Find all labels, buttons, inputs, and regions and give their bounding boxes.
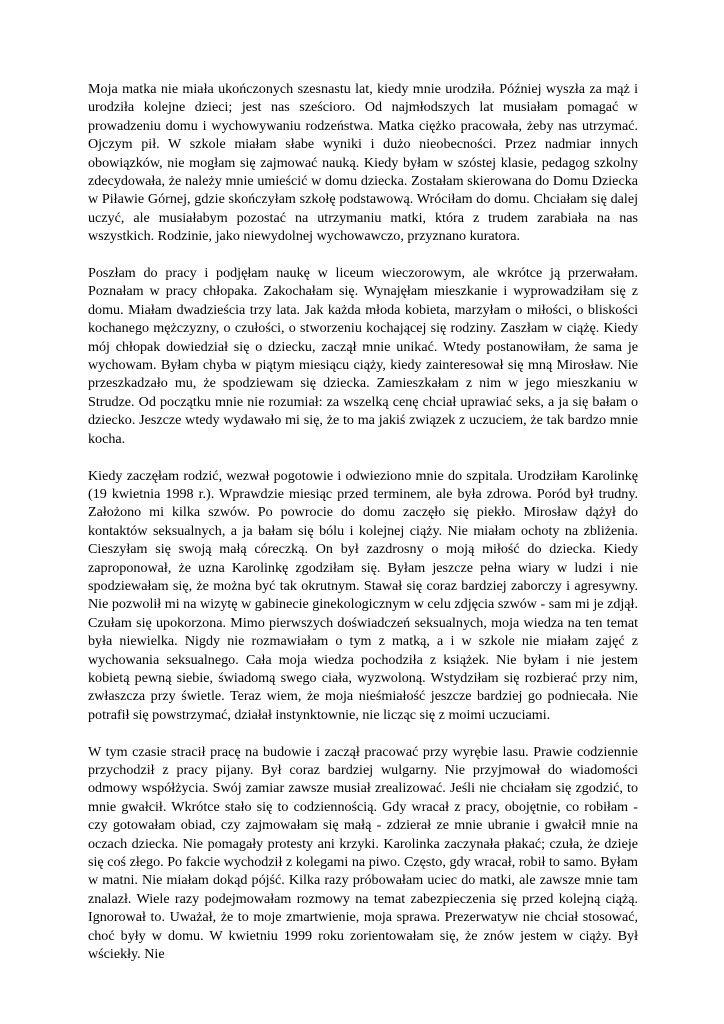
document-page [88,80,638,963]
paragraph-1: Moja matka nie miała ukończonych szesnastu lat, kiedy mnie urodziła. Później wyszła za mąż i urodziła kolejne dzieci; jest nas sześcioro. Od najmłodszych lat musiałam pomagać w prowadzeniu domu i wychowywaniu rodzeństwa. Matka ciężko pracowała, żeby nas utrzymać. Ojczym pił. W szkole miałam słabe wyniki i dużo nieobecności. Przez nadmiar innych obowiązków, nie mogłam się zajmować nauką. Kiedy byłam w szóstej klasie, pedagog szkolny zdecydowała, że należy mnie umieścić w domu dziecka. Zostałam skierowana do Domu Dziecka w Piławie Górnej, gdzie skończyłam szkołę podstawową. Wróciłam do domu. Chciałam się dalej uczyć, ale musiałabym pozostać na utrzymaniu matki, która z trudem zarabiała na nas wszystkich. Rodzinie, jako niewydolnej wychowawczo, przyznano kuratora. [88,81,638,245]
paragraph-4: W tym czasie stracił pracę na budowie i zaczął pracować przy wyrębie lasu. Prawie codziennie przychodził z pracy pijany. Był coraz bardziej wulgarny. Nie przyjmował do wiadomości odmowy współżycia. Swój zamiar zawsze musiał zrealizować. Jeśli nie chciałam się zgodzić, to mnie gwałcił. Wkrótce stało się to codziennością. Gdy wracał z pracy, obojętnie, co robiłam - czy gotowałam obiad, czy zajmowałam się małą - zdzierał ze mnie ubranie i gwałcił mnie na oczach dziecka. Nie pomagały protesty ani krzyki. Karolinka zaczynała płakać; czuła, że dzieje się coś złego. Po fakcie wychodził z kolegami na piwo. Często, gdy wracał, robił to samo. Byłam w matni. Nie miałam dokąd pójść. Kilka razy próbowałam uciec do matki, ale zawsze mnie tam znalazł. Wiele razy podejmowałam rozmowy na temat zabezpieczenia się przed kolejną ciążą. Ignorował to. Uważał, że to moje zmartwienie, moja sprawa. Prezerwatyw nie chciał stosować, choć były w domu. W kwietniu 1999 roku zorientowałam się, że znów jestem w ciąży. Był wściekły. Nie [88,743,638,963]
paragraph-3: Kiedy zaczęłam rodzić, wezwał pogotowie i odwieziono mnie do szpitala. Urodziłam Karolinkę (19 kwietnia 1998 r.). Wprawdzie miesiąc przed terminem, ale była zdrowa. Poród był trudny. Założono mi kilka szwów. Po powrocie do domu zaczęło się piekło. Mirosław dążył do kontaktów seksualnych, a ja bałam się bólu i kolejnej ciąży. Nie miałam ochoty na zbliżenia. Cieszyłam się swoją małą córeczką. On był zazdrosny o moją miłość do dziecka. Kiedy zaproponował, że uzna Karolinkę zgodziłam się. Byłam jeszcze pełna wiary w ludzi i nie spodziewałam się, że można być tak okrutnym. Stawał się coraz bardziej zaborczy i agresywny. Nie pozwolił mi na wizytę w gabinecie ginekologicznym w celu zdjęcia szwów - sam mi je zdjął. Czułam się upokorzona. Mimo pierwszych doświadczeń seksualnych, moja wiedza na ten temat była niewielka. Nigdy nie rozmawiałam o tym z matką, a i w szkole nie miałam zajęć z wychowania seksualnego. Cała moja wiedza pochodziła z książek. Nie byłam i nie jestem kobietą pewną siebie, świadomą swego ciała, wyzwoloną. Wstydziłam się rozbierać przy nim, zwłaszcza przy świetle. Teraz wiem, że moja nieśmiałość jeszcze bardziej go podniecała. Nie potrafił się powstrzymać, działał instynktownie, nie licząc się z moimi uczuciami. [88,467,638,723]
paragraph-2: Poszłam do pracy i podjęłam naukę w liceum wieczorowym, ale wkrótce ją przerwałam. Poznałam w pracy chłopaka. Zakochałam się. Wynajęłam mieszkanie i wyprowadziłam się z domu. Miałam dwadzieścia trzy lata. Jak każda młoda kobieta, marzyłam o miłości, o bliskości kochanego mężczyzny, o czułości, o stworzeniu kochającej się rodziny. Zaszłam w ciążę. Kiedy mój chłopak dowiedział się o dziecku, zaczął mnie unikać. Wtedy postanowiłam, że sama je wychowam. Byłam chyba w piątym miesiącu ciąży, kiedy zainteresował się mną Mirosław. Nie przeszkadzało mu, że spodziewam się dziecka. Zamieszkałam z nim w jego mieszkaniu w Strudze. Od początku mnie nie rozumiał: za wszelką cenę chciał uprawiać seks, a ja się bałam o dziecko. Jeszcze wtedy wydawało mi się, że to ma jakiś związek z uczuciem, że tak bardzo mnie kocha. [88,265,638,447]
